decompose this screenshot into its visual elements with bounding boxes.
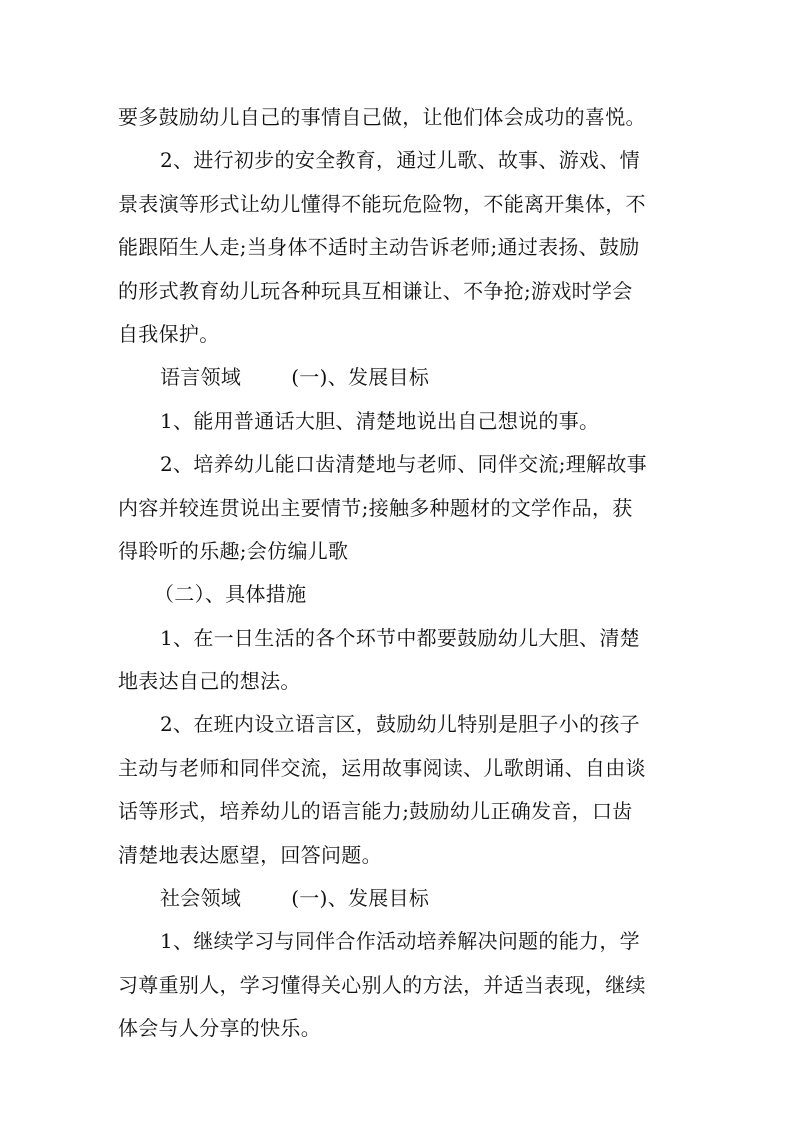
measures-subtitle: （二）、具体措施: [154, 582, 307, 607]
paragraph-line: 能跟陌生人走;当身体不适时主动告诉老师;通过表扬、鼓励: [118, 235, 640, 260]
paragraph-line: 2、培养幼儿能口齿清楚地与老师、同伴交流;理解故事: [160, 452, 647, 477]
paragraph-line: 话等形式，培养幼儿的语言能力;鼓励幼儿正确发音，口齿: [118, 799, 633, 824]
paragraph-line: 习尊重别人，学习懂得关心别人的方法，并适当表现，继续: [118, 972, 646, 997]
goal-subtitle: (一)、发展目标: [291, 365, 430, 390]
paragraph-line: 要多鼓励幼儿自己的事情自己做，让他们体会成功的喜悦。: [118, 105, 646, 129]
domain-title: 语言领域: [160, 365, 242, 390]
paragraph-line: 得聆听的乐趣;会仿编儿歌: [118, 538, 349, 563]
paragraph-line: 1、能用普通话大胆、清楚地说出自己想说的事。: [160, 408, 600, 433]
paragraph-line: 的形式教育幼儿玩各种玩具互相谦让、不争抢;游戏时学会: [118, 278, 633, 303]
paragraph-line: 体会与人分享的快乐。: [118, 1016, 321, 1041]
paragraph-line: 1、继续学习与同伴合作活动培养解决问题的能力，学: [160, 929, 640, 954]
paragraph-line: 清楚地表达愿望，回答问题。: [118, 842, 382, 867]
paragraph-line: 2、在班内设立语言区，鼓励幼儿特别是胆子小的孩子: [160, 712, 640, 737]
paragraph-line: 自我保护。: [118, 321, 220, 346]
paragraph-line: 景表演等形式让幼儿懂得不能玩危险物，不能离开集体，不: [118, 191, 646, 216]
paragraph-line: 主动与老师和同伴交流，运用故事阅读、儿歌朗诵、自由谈: [118, 755, 646, 780]
section-heading-language: [118, 356, 678, 399]
paragraph-line: 地表达自己的想法。: [118, 669, 301, 694]
section-heading-social: [118, 877, 678, 920]
domain-title: 社会领域: [160, 886, 242, 911]
paragraph-line: 1、在一日生活的各个环节中都要鼓励幼儿大胆、清楚: [160, 625, 640, 650]
document-body: [118, 96, 678, 1051]
paragraph-line: 2、进行初步的安全教育，通过儿歌、故事、游戏、情: [160, 148, 640, 173]
paragraph-line: 内容并较连贯说出主要情节;接触多种题材的文学作品，获: [118, 495, 633, 520]
goal-subtitle: (一)、发展目标: [291, 886, 430, 911]
